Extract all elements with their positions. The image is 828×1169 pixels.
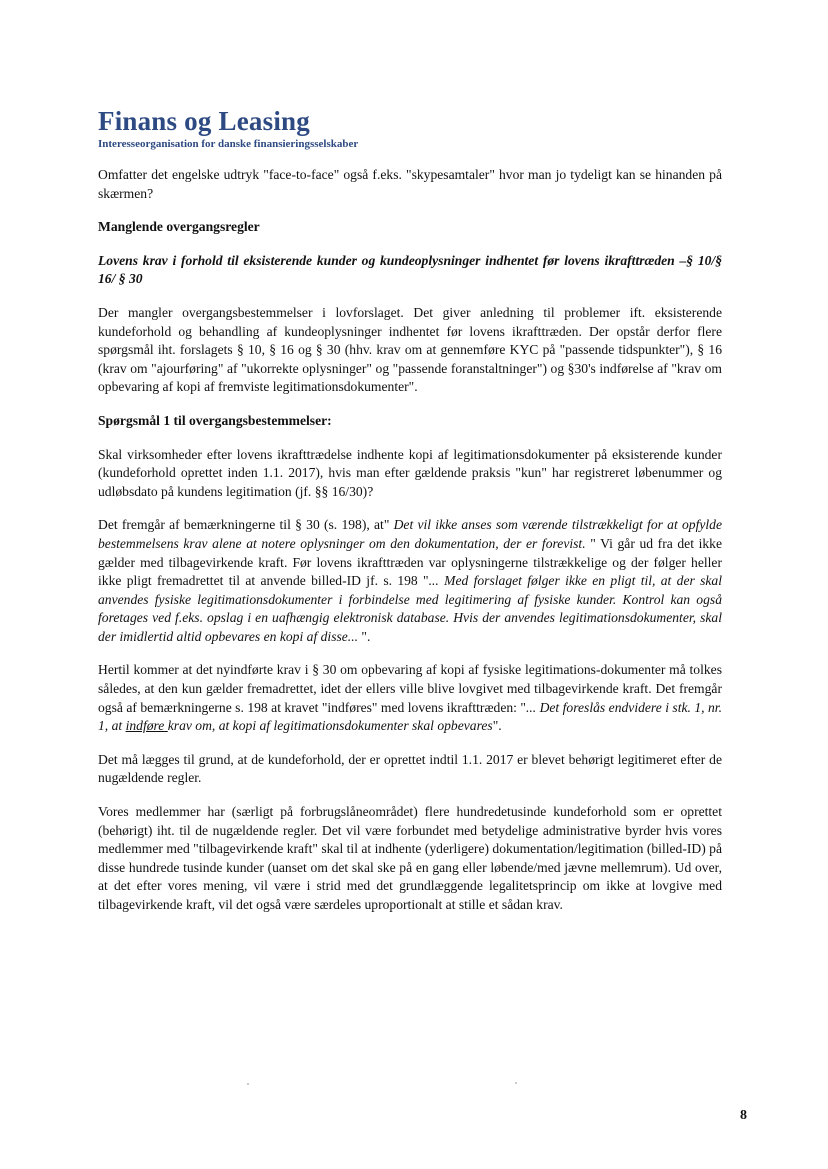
remarks-quote-2: ... Med forslaget følger ikke en pligt til, at der skal anvendes fysiske legitimationsdokumenter i forbindelse med legitimering af fysiske kunder. Kontrol kan også foretages ved f.eks. opslag i en uafhængig elektronisk database. Hvis der anvendes legitimationsdokumenter, skal der imidlertid altid opbevares en kopi af disse...: [98, 573, 722, 644]
paragraph-question-1: Skal virksomheder efter lovens ikrafttrædelse indhente kopi af legitimationsdokumenter på eksisterende kunder (kundeforhold oprettet inden 1.1. 2017), hvis man efter gældende praksis "kun" har registreret løbenummer og udløbsdato på kundens legitimation (jf. §§ 16/30)?: [98, 446, 722, 499]
page-number: 8: [740, 1108, 747, 1123]
remarks-quote-1: Det vil ikke anses som værende tilstrækkeligt for at opfylde bestemmelsens krav alene at notere oplysninger om den dokumentation, der er forevist.: [98, 517, 722, 551]
requirement-text: Hertil kommer at det nyindførte krav i § 30 om opbevaring af kopi af fysiske legitimations-dokumenter må tolkes således, at den kun gælder fremadrettet, idet der ellers ville blive lovgivet med tilbagevirkende kraft. Det fremgår også af bemærkningerne s. 198 at kravet "indføres" med lovens ikrafttræden: ": [98, 662, 722, 715]
section-subheading: Lovens krav i forhold til eksisterende kunder og kundeoplysninger indhentet før lovens ikrafttræden –§ 10/§ 16/ § 30: [98, 252, 722, 287]
paragraph-assumption: Det må lægges til grund, at de kundeforhold, der er oprettet indtil 1.1. 2017 er blevet behørigt legitimeret efter de nugældende regler.: [98, 751, 722, 786]
section-heading: Manglende overgangsregler: [98, 219, 260, 235]
paragraph-face-to-face: Omfatter det engelske udtryk "face-to-face" også f.eks. "skypesamtaler" hvor man jo tydeligt kan se hinanden på skærmen?: [98, 167, 722, 201]
requirement-closing: ".: [492, 718, 502, 734]
scan-speck: [515, 1082, 517, 1084]
remarks-intro-text: Det fremgår af bemærkningerne til § 30 (s. 198), at": [98, 517, 394, 533]
paragraph-new-requirement: [98, 661, 722, 735]
paragraph-remarks-section-30: [98, 516, 722, 646]
paragraph-members-burden: Vores medlemmer har (særligt på forbrugslåneområdet) flere hundredetusinde kundeforhold som er oprettet (behørigt) iht. til de nugældende regler. Det vil være forbundet med betydelige administrative byrder hvis vores medlemmer med "tilbagevirkende kraft" skal til at indhente (yderligere) dokumentation/legitimation (billed-ID) på disse hundrede tusinde kunder (uanset om det skal ske på en gang eller løbende/med jævne mellemrum). Ud over, at det efter vores mening, vil være i strid med det grundlæggende legalitetsprincip om ikke at lovgive med tilbagevirkende kraft, vil det også være særdeles uproportionalt at stille et sådan krav.: [98, 804, 722, 912]
requirement-quote-end: krav om, at kopi af legitimationsdokumenter skal opbevares: [167, 718, 493, 734]
requirement-quote-underlined: indføre: [125, 718, 168, 734]
requirement-quote-start: ... Det foreslås endvidere i stk. 1, nr. 1, at: [98, 699, 722, 734]
remarks-end-text: ".: [361, 628, 371, 644]
question-heading: Spørgsmål 1 til overgangsbestemmelser:: [98, 412, 332, 428]
organization-name: Finans og Leasing: [98, 106, 310, 136]
paragraph-missing-transition-rules: Der mangler overgangsbestemmelser i lovforslaget. Det giver anledning til problemer ift. eksisterende kundeforhold og behandling af kundeoplysninger indhentet før lovens ikrafttræden. Der opstår derfor flere spørgsmål iht. forslagets § 10, § 16 og § 30 (hhv. krav om at gennemføre KYC på "passende tidspunkter"), § 16 (krav om "ajourføring" af "ukorrekte oplysninger" og "passende foranstaltninger") og §30's indførelse af "krav om opbevaring af kopi af fremviste legitimationsdokumenter".: [98, 304, 722, 395]
scan-speck: [247, 1083, 249, 1085]
organization-subtitle: Interesseorganisation for danske finansieringsselskaber: [98, 138, 359, 150]
remarks-middle-text: " Vi går ud fra det ikke gælder med tilbagevirkende kraft. Før lovens ikrafttræden var oplysningerne tilstrækkelige og der følger heller ikke pligt fremadrettet til at anvende billed-ID jf. s. 198 ": [98, 535, 722, 589]
letterhead: [98, 106, 358, 151]
document-body: [98, 166, 722, 930]
